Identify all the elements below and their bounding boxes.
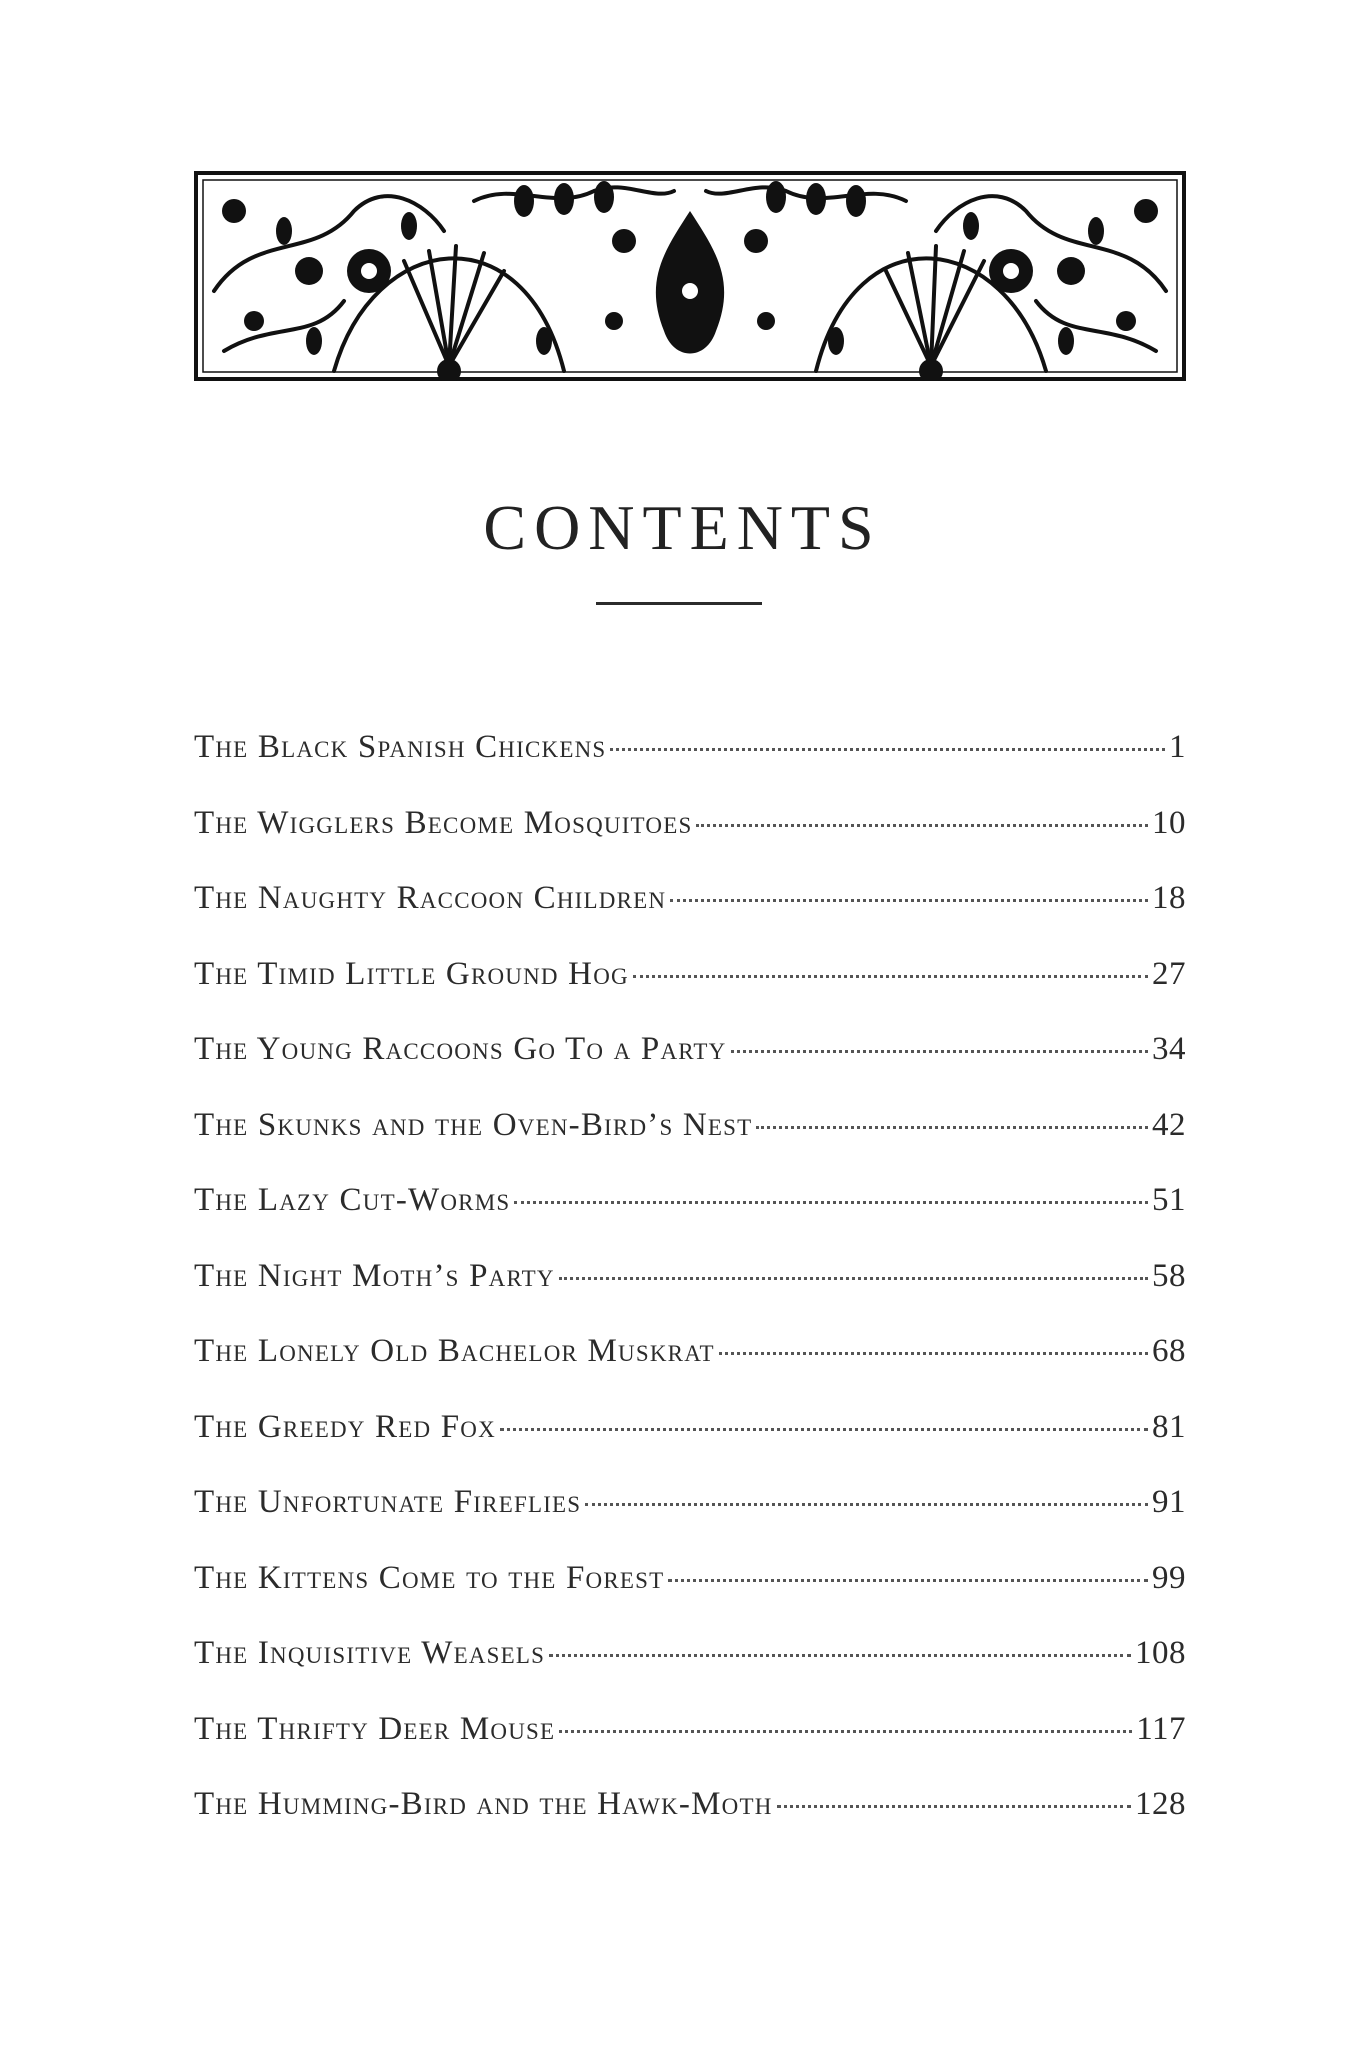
- toc-entry-title: The Humming-Bird and the Hawk-Moth: [194, 1786, 773, 1822]
- toc-entry[interactable]: [194, 1390, 1186, 1466]
- leader-dots: [500, 1408, 1148, 1431]
- page-title: CONTENTS: [483, 492, 882, 563]
- table-of-contents: [194, 710, 1186, 1843]
- toc-entry-page: 34: [1152, 1031, 1186, 1067]
- toc-entry[interactable]: [194, 1541, 1186, 1617]
- toc-entry-page: 81: [1152, 1408, 1186, 1445]
- leader-dots: [756, 1106, 1148, 1129]
- toc-entry-title: The Naughty Raccoon Children: [194, 880, 667, 916]
- toc-entry-title: The Skunks and the Oven-Bird’s Nest: [194, 1106, 753, 1143]
- toc-entry-title: The Lonely Old Bachelor Muskrat: [194, 1333, 715, 1369]
- toc-entry-page: 10: [1152, 804, 1186, 841]
- toc-entry-page: 99: [1152, 1559, 1186, 1596]
- toc-entry[interactable]: [194, 937, 1186, 1013]
- toc-entry[interactable]: [194, 1314, 1186, 1390]
- toc-entry-page: 128: [1135, 1786, 1186, 1822]
- toc-entry-title: The Timid Little Ground Hog: [194, 955, 629, 992]
- toc-entry[interactable]: [194, 1465, 1186, 1541]
- toc-entry-page: 108: [1135, 1635, 1186, 1671]
- toc-entry-page: 91: [1152, 1484, 1186, 1520]
- leader-dots: [559, 1257, 1148, 1280]
- leader-dots: [777, 1785, 1131, 1808]
- toc-entry[interactable]: [194, 1239, 1186, 1315]
- toc-entry-page: 18: [1152, 880, 1186, 916]
- leader-dots: [610, 728, 1165, 751]
- leader-dots: [731, 1030, 1149, 1053]
- leader-dots: [585, 1483, 1148, 1506]
- toc-entry-page: 117: [1136, 1710, 1186, 1747]
- toc-entry[interactable]: [194, 861, 1186, 937]
- toc-entry[interactable]: [194, 1616, 1186, 1692]
- toc-entry-page: 27: [1152, 955, 1186, 992]
- toc-entry-title: The Young Raccoons Go To a Party: [194, 1031, 727, 1067]
- toc-entry[interactable]: [194, 710, 1186, 786]
- leader-dots: [668, 1559, 1148, 1582]
- toc-entry-page: 42: [1152, 1106, 1186, 1143]
- leader-dots: [670, 879, 1148, 902]
- leader-dots: [549, 1634, 1131, 1657]
- toc-entry[interactable]: [194, 1012, 1186, 1088]
- toc-entry-title: The Lazy Cut-Worms: [194, 1182, 511, 1218]
- leader-dots: [696, 804, 1148, 827]
- toc-entry-title: The Thrifty Deer Mouse: [194, 1710, 556, 1747]
- toc-entry[interactable]: [194, 1692, 1186, 1768]
- toc-entry-page: 58: [1152, 1257, 1186, 1294]
- leader-dots: [633, 955, 1148, 978]
- toc-entry-title: The Inquisitive Weasels: [194, 1635, 546, 1671]
- toc-entry-title: The Wigglers Become Mosquitoes: [194, 804, 693, 841]
- toc-entry-page: 1: [1169, 729, 1186, 765]
- toc-entry[interactable]: [194, 1088, 1186, 1164]
- toc-entry-title: The Greedy Red Fox: [194, 1408, 496, 1445]
- leader-dots: [514, 1181, 1148, 1204]
- toc-entry[interactable]: [194, 1163, 1186, 1239]
- leader-dots: [559, 1710, 1132, 1733]
- toc-entry-title: The Black Spanish Chickens: [194, 729, 607, 765]
- toc-entry-page: 68: [1152, 1333, 1186, 1369]
- toc-entry-page: 51: [1152, 1182, 1186, 1218]
- toc-entry-title: The Unfortunate Fireflies: [194, 1484, 582, 1520]
- floral-ornament-banner-icon: [194, 171, 1186, 381]
- leader-dots: [719, 1332, 1148, 1355]
- toc-entry-title: The Night Moth’s Party: [194, 1257, 555, 1294]
- toc-entry[interactable]: [194, 786, 1186, 862]
- toc-entry-title: The Kittens Come to the Forest: [194, 1559, 665, 1596]
- toc-entry[interactable]: [194, 1767, 1186, 1843]
- title-divider: [596, 602, 762, 605]
